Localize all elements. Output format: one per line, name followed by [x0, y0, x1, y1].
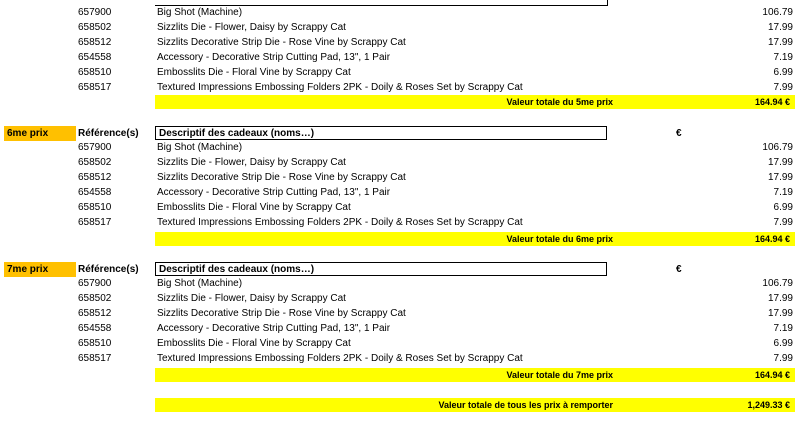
item-ref: 658510 — [78, 338, 112, 349]
item-ref: 658502 — [78, 157, 112, 168]
item-price: 106.79 — [762, 142, 793, 153]
item-price: 7.19 — [773, 323, 793, 334]
section7-total-value: 164.94 € — [754, 370, 790, 380]
item-ref: 658512 — [78, 172, 112, 183]
item-ref: 658502 — [78, 293, 112, 304]
section6-ref-header: Référence(s) — [78, 128, 139, 139]
item-ref: 658512 — [78, 308, 112, 319]
item-desc: Sizzlits Decorative Strip Die - Rose Vine by Scrappy Cat — [157, 37, 406, 48]
item-price: 7.99 — [773, 353, 793, 364]
item-ref: 654558 — [78, 187, 112, 198]
grand-total-label: Valeur totale de tous les prix à remporter — [438, 400, 613, 410]
section6-total-value: 164.94 € — [754, 234, 790, 244]
item-desc: Big Shot (Machine) — [157, 278, 243, 289]
item-price: 7.19 — [773, 52, 793, 63]
grand-total-bar — [155, 398, 795, 412]
item-ref: 657900 — [78, 7, 112, 18]
section5-total-value: 164.94 € — [754, 97, 790, 107]
item-price: 7.99 — [773, 82, 793, 93]
item-ref: 654558 — [78, 52, 112, 63]
item-desc: Accessory - Decorative Strip Cutting Pad, 13", 1 Pair — [157, 187, 391, 198]
section7-total-bar — [155, 368, 795, 382]
item-desc: Textured Impressions Embossing Folders 2PK - Doily & Roses Set by Scrappy Cat — [157, 217, 523, 228]
item-price: 7.99 — [773, 217, 793, 228]
item-ref: 658517 — [78, 217, 112, 228]
item-desc: Textured Impressions Embossing Folders 2PK - Doily & Roses Set by Scrappy Cat — [157, 82, 523, 93]
item-ref: 654558 — [78, 323, 112, 334]
item-ref: 658510 — [78, 67, 112, 78]
item-price: 17.99 — [767, 308, 793, 319]
item-price: 6.99 — [773, 338, 793, 349]
item-desc: Textured Impressions Embossing Folders 2PK - Doily & Roses Set by Scrappy Cat — [157, 353, 523, 364]
item-desc: Sizzlits Decorative Strip Die - Rose Vine by Scrappy Cat — [157, 172, 406, 183]
item-desc: Embosslits Die - Floral Vine by Scrappy Cat — [157, 202, 351, 213]
item-price: 106.79 — [762, 278, 793, 289]
item-desc: Accessory - Decorative Strip Cutting Pad, 13", 1 Pair — [157, 323, 391, 334]
grand-total-value: 1,249.33 € — [747, 400, 790, 410]
item-price: 6.99 — [773, 202, 793, 213]
item-desc: Big Shot (Machine) — [157, 7, 243, 18]
section7-prize-tag: 7me prix — [4, 262, 76, 277]
item-desc: Big Shot (Machine) — [157, 142, 243, 153]
section6-desc-header: Descriptif des cadeaux (noms…) — [155, 126, 607, 140]
item-ref: 658517 — [78, 82, 112, 93]
item-desc: Accessory - Decorative Strip Cutting Pad, 13", 1 Pair — [157, 52, 391, 63]
section6-euro-header: € — [676, 128, 682, 139]
item-price: 7.19 — [773, 187, 793, 198]
section7-total-label: Valeur totale du 7me prix — [506, 370, 613, 380]
item-price: 17.99 — [767, 37, 793, 48]
item-ref: 658517 — [78, 353, 112, 364]
item-ref: 658502 — [78, 22, 112, 33]
section5-total-bar — [155, 95, 795, 109]
item-price: 17.99 — [767, 22, 793, 33]
item-desc: Sizzlits Decorative Strip Die - Rose Vine by Scrappy Cat — [157, 308, 406, 319]
section7-desc-header: Descriptif des cadeaux (noms…) — [155, 262, 607, 276]
item-price: 17.99 — [767, 172, 793, 183]
item-price: 106.79 — [762, 7, 793, 18]
section7-ref-header: Référence(s) — [78, 264, 139, 275]
item-desc: Sizzlits Die - Flower, Daisy by Scrappy Cat — [157, 157, 346, 168]
section6-total-bar — [155, 232, 795, 246]
item-desc: Embosslits Die - Floral Vine by Scrappy Cat — [157, 67, 351, 78]
item-price: 17.99 — [767, 157, 793, 168]
item-desc: Sizzlits Die - Flower, Daisy by Scrappy Cat — [157, 293, 346, 304]
item-desc: Embosslits Die - Floral Vine by Scrappy Cat — [157, 338, 351, 349]
item-ref: 658510 — [78, 202, 112, 213]
item-ref: 658512 — [78, 37, 112, 48]
section6-total-label: Valeur totale du 6me prix — [506, 234, 613, 244]
item-desc: Sizzlits Die - Flower, Daisy by Scrappy Cat — [157, 22, 346, 33]
item-ref: 657900 — [78, 142, 112, 153]
section7-euro-header: € — [676, 264, 682, 275]
item-price: 6.99 — [773, 67, 793, 78]
section5-total-label: Valeur totale du 5me prix — [506, 97, 613, 107]
item-ref: 657900 — [78, 278, 112, 289]
section6-prize-tag: 6me prix — [4, 126, 76, 141]
item-price: 17.99 — [767, 293, 793, 304]
